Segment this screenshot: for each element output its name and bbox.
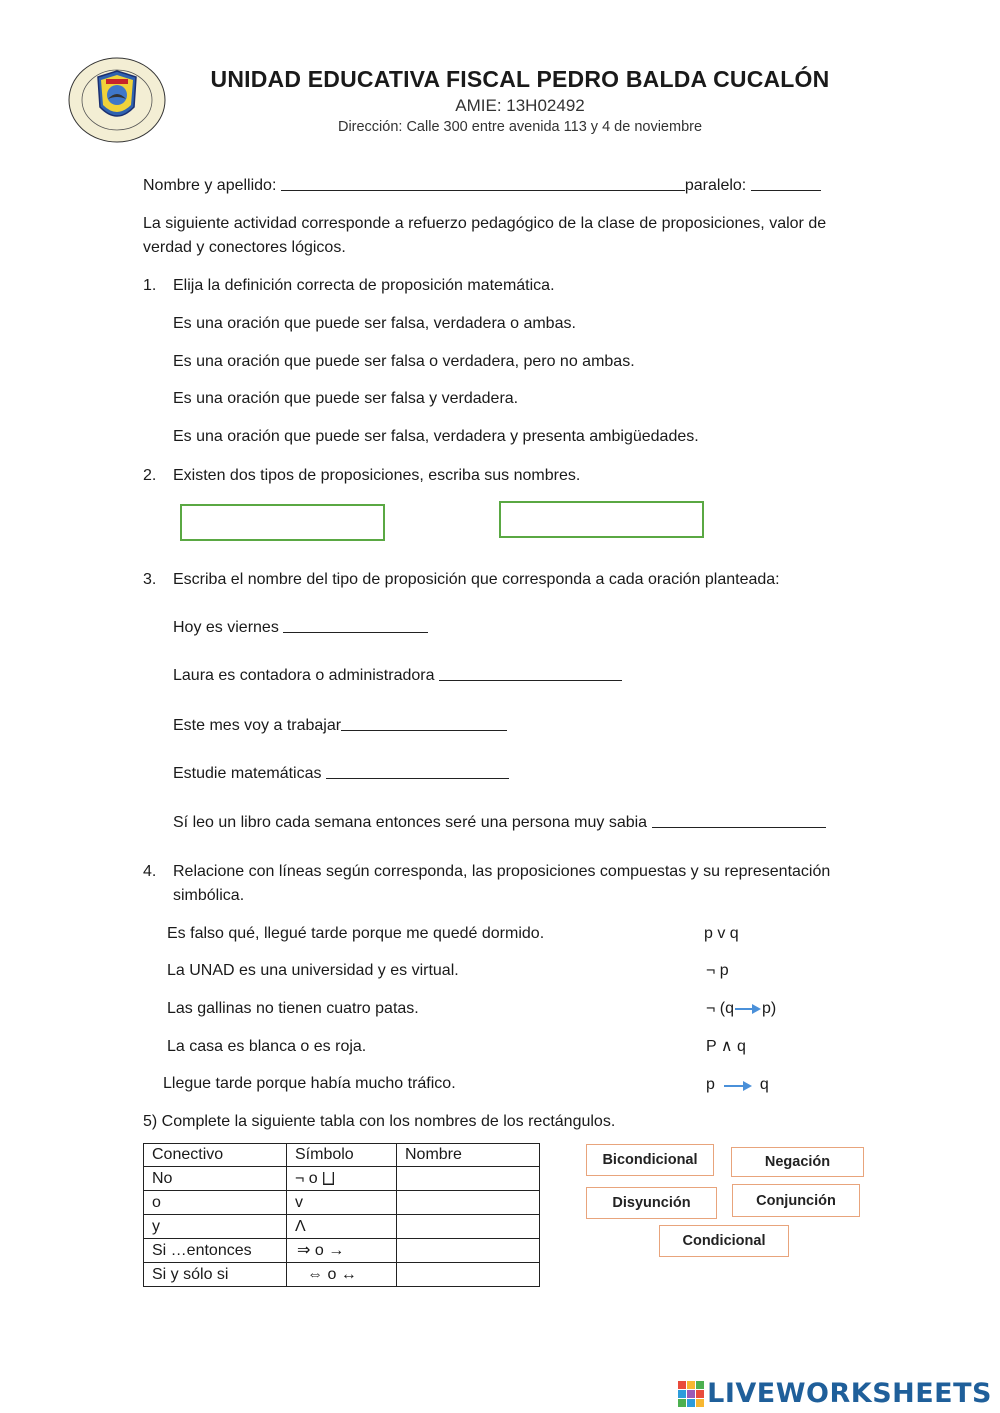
q4-symbol-part-right: p)	[762, 1000, 777, 1017]
q4-statement[interactable]: Es falso qué, llegué tarde porque me quedé dormido.	[167, 925, 545, 942]
chip-disyuncion[interactable]: Disyunción	[586, 1187, 717, 1219]
q1-option[interactable]: Es una oración que puede ser falsa, verdadera y presenta ambigüedades.	[173, 428, 699, 445]
q3-answer-input[interactable]	[439, 667, 622, 683]
q3-number: 3.	[143, 571, 157, 588]
q2-number: 2.	[143, 467, 157, 484]
q3-answer-field[interactable]	[283, 618, 428, 633]
table-cell-symbol: Λ	[287, 1215, 397, 1239]
q3-answer-input[interactable]	[341, 717, 507, 733]
q4-statement[interactable]: La UNAD es una universidad y es virtual.	[167, 962, 459, 979]
q4-symbol-consequent: q	[759, 1076, 769, 1093]
table-name-input[interactable]	[397, 1215, 539, 1237]
name-input[interactable]	[281, 177, 685, 193]
q4-symbol-antecedent: p	[706, 1076, 715, 1093]
q4-symbol-negated-conditional[interactable]	[706, 999, 776, 1019]
q4-symbol-conjunction[interactable]: P ∧ q	[706, 1038, 746, 1055]
amie-code: AMIE: 13H02492	[455, 96, 585, 115]
q3-item	[173, 716, 507, 736]
q2-answer-box-2[interactable]	[499, 501, 704, 538]
chip-bicondicional[interactable]: Bicondicional	[586, 1144, 714, 1176]
table-header-row	[144, 1144, 540, 1167]
q1-option[interactable]: Es una oración que puede ser falsa y verdadera.	[173, 390, 519, 407]
q3-item-text: Estudie matemáticas	[173, 765, 322, 782]
student-info-row	[143, 176, 821, 196]
school-address: Dirección: Calle 300 entre avenida 113 y 4 de noviembre	[337, 119, 703, 135]
q1-option[interactable]: Es una oración que puede ser falsa o verdadera, pero no ambas.	[173, 353, 635, 370]
q3-item	[173, 618, 428, 638]
q3-answer-input[interactable]	[652, 814, 826, 830]
table-row	[144, 1239, 540, 1263]
q4-symbol-disjunction[interactable]: p v q	[704, 925, 739, 942]
q4-prompt: Relacione con líneas según corresponda, las proposiciones compuestas y su representación simbólica.	[173, 863, 831, 904]
name-field[interactable]	[281, 176, 685, 191]
table-row	[144, 1191, 540, 1215]
table-name-input[interactable]	[397, 1191, 539, 1213]
chip-conjuncion[interactable]: Conjunción	[732, 1184, 860, 1217]
q3-answer-field[interactable]	[652, 813, 826, 828]
q4-statement[interactable]: Llegue tarde porque había mucho tráfico.	[163, 1075, 456, 1092]
q3-item-text: Laura es contadora o administradora	[173, 667, 435, 684]
q3-answer-field[interactable]	[439, 666, 622, 681]
chip-negacion[interactable]: Negación	[731, 1147, 864, 1177]
paralelo-input[interactable]	[751, 177, 821, 193]
table-row	[144, 1167, 540, 1191]
table-row	[144, 1263, 540, 1287]
q3-item	[173, 764, 509, 784]
q3-item-text: Hoy es viernes	[173, 619, 279, 636]
q4-symbol-part-left: ¬ (q	[706, 1000, 735, 1017]
table-header-cell: Nombre	[397, 1144, 540, 1167]
table-name-input[interactable]	[397, 1167, 539, 1189]
table-cell-connective: Si …entonces	[144, 1239, 287, 1263]
right-arrow-icon	[723, 1079, 753, 1091]
q3-item-text: Sí leo un libro cada semana entonces seré una persona muy sabia	[173, 814, 648, 831]
q2-prompt: Existen dos tipos de proposiciones, escriba sus nombres.	[173, 467, 581, 484]
liveworksheets-logo	[678, 1378, 992, 1409]
table-cell-connective: o	[144, 1191, 287, 1215]
q1-option[interactable]: Es una oración que puede ser falsa, verdadera o ambas.	[173, 315, 576, 332]
q3-answer-input[interactable]	[326, 765, 509, 781]
paralelo-field[interactable]	[751, 176, 821, 191]
q5-prompt: 5) Complete la siguiente tabla con los nombres de los rectángulos.	[143, 1113, 616, 1130]
liveworksheets-icon	[678, 1381, 704, 1407]
name-label: Nombre y apellido:	[143, 177, 277, 194]
table-name-input[interactable]	[397, 1239, 539, 1261]
q3-item	[173, 813, 826, 833]
table-cell-connective: Si y sólo si	[144, 1263, 287, 1287]
chip-condicional[interactable]: Condicional	[659, 1225, 789, 1257]
q3-item	[173, 666, 622, 686]
table-cell-name-drop[interactable]	[397, 1215, 540, 1239]
table-cell-symbol: ⇔ o ↔	[287, 1263, 397, 1287]
q4-symbol-negation[interactable]: ¬ p	[706, 962, 729, 979]
q1-prompt: Elija la definición correcta de proposición matemática.	[173, 277, 555, 294]
table-cell-symbol: v	[287, 1191, 397, 1215]
table-cell-connective: y	[144, 1215, 287, 1239]
table-cell-name-drop[interactable]	[397, 1239, 540, 1263]
q3-prompt: Escriba el nombre del tipo de proposición que corresponda a cada oración planteada:	[173, 571, 780, 588]
q4-symbol-conditional[interactable]	[706, 1075, 769, 1095]
q2-answer-box-1[interactable]	[180, 504, 385, 541]
table-cell-name-drop[interactable]	[397, 1167, 540, 1191]
connectives-table	[143, 1143, 540, 1287]
q2-answer-input-1[interactable]	[182, 506, 383, 539]
table-cell-symbol: ⇒ o →	[287, 1239, 397, 1263]
table-header-cell: Conectivo	[144, 1144, 287, 1167]
right-arrow-icon	[734, 1003, 762, 1015]
table-cell-symbol: ¬ o ⨆	[287, 1167, 397, 1191]
table-cell-name-drop[interactable]	[397, 1263, 540, 1287]
q4-statement[interactable]: La casa es blanca o es roja.	[167, 1038, 367, 1055]
q1-number: 1.	[143, 277, 157, 294]
intro-text: La siguiente actividad corresponde a refuerzo pedagógico de la clase de proposiciones, valor de verdad y conectores lógicos.	[143, 215, 827, 256]
table-cell-name-drop[interactable]	[397, 1191, 540, 1215]
q3-answer-field[interactable]	[341, 716, 507, 731]
paralelo-label: paralelo:	[684, 177, 747, 194]
liveworksheets-wordmark: LIVEWORKSHEETS	[707, 1378, 992, 1409]
q3-answer-field[interactable]	[326, 764, 509, 779]
table-cell-connective: No	[144, 1167, 287, 1191]
q4-number: 4.	[143, 863, 157, 880]
table-header-cell: Símbolo	[287, 1144, 397, 1167]
table-row	[144, 1215, 540, 1239]
q3-answer-input[interactable]	[283, 619, 428, 635]
q4-statement[interactable]: Las gallinas no tienen cuatro patas.	[167, 1000, 419, 1017]
table-name-input[interactable]	[397, 1263, 539, 1285]
q2-answer-input-2[interactable]	[501, 503, 702, 536]
school-name: UNIDAD EDUCATIVA FISCAL PEDRO BALDA CUCALÓN	[210, 66, 830, 92]
q3-item-text: Este mes voy a trabajar	[173, 717, 342, 734]
